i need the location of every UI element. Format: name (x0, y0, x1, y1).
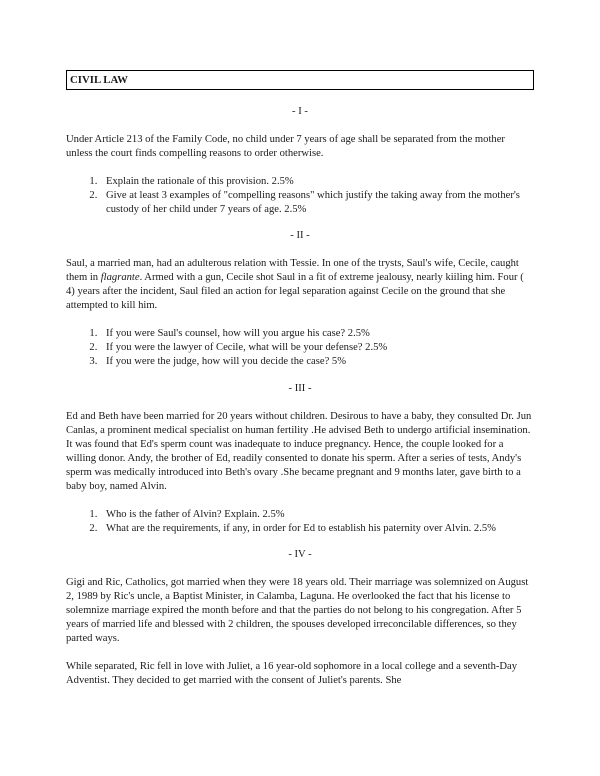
subject-header (66, 70, 534, 90)
section-3-paragraph: Ed and Beth have been married for 20 years without children. Desirous to have a baby, they consulted Dr. Jun Canlas, a prominent medical specialist on human fertility .He advised Beth to undergo artificial insemination. It was found that Ed's sperm count was inadequate to induce pregnancy. Hence, the couple looked for a willing donor. Andy, the brother of Ed, readily consented to donate his sperm. After a series of tests, Andy's sperm was medically introduced into Beth's ovary .She became pregnant and 9 months later, gave birth to a baby boy, named Alvin. (66, 411, 532, 492)
section-3-questions (66, 508, 534, 536)
question-item: 1. Who is the father of Alvin? Explain. 2.5% (100, 508, 534, 522)
section-marker-1: - I - (292, 106, 308, 117)
section-2-questions (66, 327, 534, 369)
italic-term: flagrante (100, 272, 140, 283)
question-item: 3. If you were the judge, how will you decide the case? 5% (100, 355, 534, 369)
question-item: 1. Explain the rationale of this provision. 2.5% (100, 175, 534, 189)
section-marker-4: - IV - (288, 549, 312, 560)
question-item: 1. If you were Saul's counsel, how will you argue his case? 2.5% (100, 327, 534, 341)
paragraph-text: . Armed with a gun, Cecile shot Saul in a fit of extreme jealousy, nearly kiiling him. Four ( 4) years after the incident, Saul filed an action for legal separation against Cecile on the ground that she attempted to kill him. (66, 272, 524, 311)
section-2-paragraph (66, 257, 534, 313)
section-4-paragraph: Gigi and Ric, Catholics, got married when they were 18 years old. Their marriage was solemnized on August 2, 1989 by Ric's uncle, a Baptist Minister, in Calamba, Laguna. He overlooked the fact that his license to solemnize marriage expired the month before and that the parties do not belong to his congregation. After 5 years of married life and blessed with 2 children, the spouses developed irreconcilable differences, so they parted ways. (66, 577, 529, 644)
section-1-paragraph: Under Article 213 of the Family Code, no child under 7 years of age shall be separated from the mother unless the court finds compelling reasons to order otherwise. (66, 134, 505, 159)
question-item: 2. Give at least 3 examples of "compelling reasons" which justify the taking away from the mother's custody of her child under 7 years of age. 2.5% (100, 189, 534, 217)
section-marker-3: - III - (288, 383, 312, 394)
subject-title: CIVIL LAW (70, 74, 128, 86)
section-marker-2: - II - (290, 230, 310, 241)
paragraph-text: Saul, a married man, had an adulterous relation with Tessie. In one of the trysts, Saul's wife, Cecile, caught them in (66, 258, 519, 283)
section-1-questions (66, 175, 534, 217)
question-item: 2. What are the requirements, if any, in order for Ed to establish his paternity over Alvin. 2.5% (100, 522, 534, 536)
document-page (66, 70, 534, 688)
question-item: 2. If you were the lawyer of Cecile, what will be your defense? 2.5% (100, 341, 534, 355)
section-4-paragraph-2: While separated, Ric fell in love with Juliet, a 16 year-old sophomore in a local college and a seventh-Day Adventist. They decided to get married with the consent of Juliet's parents. She (66, 661, 518, 686)
